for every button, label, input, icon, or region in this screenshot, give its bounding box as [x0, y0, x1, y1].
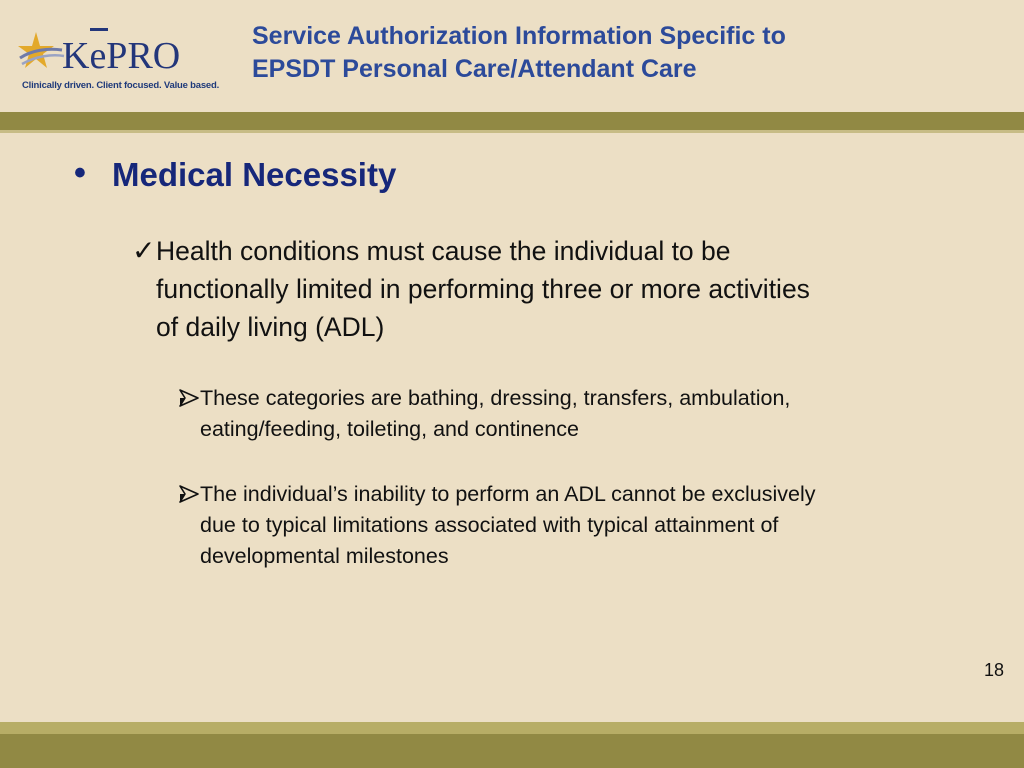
footer-band-thin: [0, 722, 1024, 734]
logo-graphic: [18, 24, 218, 80]
bullet-dot-icon: •: [74, 154, 86, 192]
arrow-item-line-3: developmental milestones: [200, 544, 449, 568]
bullet-heading: Medical Necessity: [112, 156, 397, 193]
checkmark-line-1: Health conditions must cause the individual to be: [156, 236, 731, 266]
kepro-logo: [18, 24, 218, 96]
footer-band: [0, 734, 1024, 768]
arrow-item-text: [178, 479, 958, 572]
header-divider-band: [0, 112, 1024, 130]
slide-header: [0, 0, 1024, 112]
checkmark-item-text: [132, 232, 942, 346]
arrow-item-line-2: eating/feeding, toileting, and continence: [200, 417, 579, 441]
title-line-1: Service Authorization Information Specific to: [252, 22, 786, 50]
arrow-bullet-icon: [178, 387, 200, 409]
title-line-2: EPSDT Personal Care/Attendant Care: [252, 55, 697, 83]
checkmark-line-3: of daily living (ADL): [156, 312, 385, 342]
logo-tagline: Clinically driven. Client focused. Value based.: [22, 80, 220, 91]
arrow-bullet-icon: [178, 483, 200, 505]
page-number: 18: [984, 660, 1005, 680]
arrow-item-categories: [178, 383, 958, 445]
checkmark-icon: ✓: [132, 235, 156, 266]
logo-wordmark: KePRO: [62, 35, 181, 77]
arrow-item-line-1: These categories are bathing, dressing, transfers, ambulation,: [200, 386, 791, 410]
slide-title: [252, 20, 972, 86]
arrow-item-line-1: The individual’s inability to perform an ADL cannot be exclusively: [200, 482, 816, 506]
star-icon: [18, 32, 64, 68]
checkmark-item-health-conditions: [132, 232, 942, 346]
arrow-item-text: [178, 383, 958, 445]
arrow-item-line-2: due to typical limitations associated with typical attainment of: [200, 513, 779, 537]
arrow-item-inability: [178, 479, 958, 572]
header-divider-thin: [0, 130, 1024, 133]
checkmark-line-2: functionally limited in performing three or more activities: [156, 274, 810, 304]
